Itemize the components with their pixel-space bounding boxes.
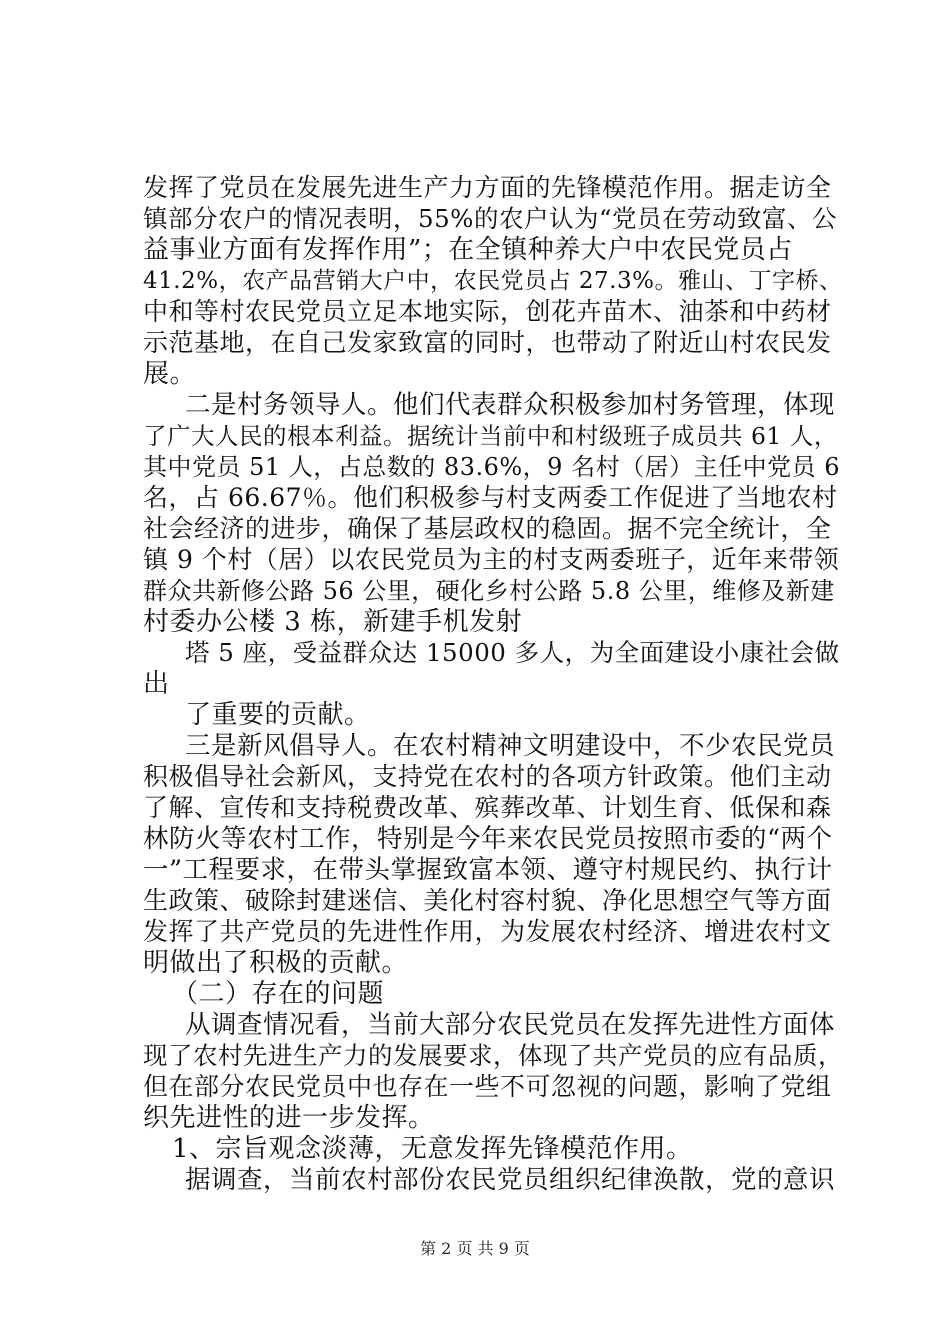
- text-line: 了解、宣传和支持税费改革、殡葬改革、计划生育、低保和森: [143, 793, 832, 822]
- text-line: 积极倡导社会新风，支持党在农村的各项方针政策。他们主动: [143, 762, 832, 791]
- text-line: 中和等村农民党员立足本地实际，创花卉苗木、油茶和中药材: [143, 297, 832, 326]
- text-line: 发挥了共产党员的先进性作用，为发展农村经济、增进农村文: [143, 917, 832, 946]
- text-line: 其中党员 51 人，占总数的 83.6%，9 名村（居）主任中党员 6: [143, 453, 840, 481]
- text-line: 一”工程要求，在带头掌握致富本领、遵守村规民约、执行计: [143, 855, 833, 885]
- text-line: 现了农村先进生产力的发展要求，体现了共产党员的应有品质，: [143, 1041, 843, 1070]
- text-line: 据调查，当前农村部份农民党员组织纪律涣散，党的意识: [185, 1165, 836, 1195]
- text-line: 生政策、破除封建迷信、美化村容村貌、净化思想空气等方面: [143, 886, 832, 915]
- text-line: 三是新风倡导人。在农村精神文明建设中，不少农民党员: [185, 731, 836, 761]
- text-line: 织先进性的进一步发挥。: [143, 1103, 435, 1133]
- text-line: 发挥了党员在发展先进生产力方面的先锋模范作用。据走访全: [143, 173, 832, 202]
- text-line: 二是村务领导人。他们代表群众积极参加村务管理，体现: [185, 390, 836, 420]
- section-heading: （二）存在的问题: [172, 979, 385, 1009]
- text-line: 明做出了积极的贡献。: [143, 948, 409, 978]
- text-line: 了广大人民的根本利益。据统计当前中和村级班子成员共 61 人，: [143, 422, 838, 450]
- text-line: 镇部分农户的情况表明，55%的农户认为“党员在劳动致富、公: [143, 204, 837, 233]
- text-line: 从调查情况看，当前大部分农民党员在发挥先进性方面体: [185, 1010, 836, 1040]
- text-line: 塔 5 座，受益群众达 15000 多人，为全面建设小康社会做: [185, 638, 840, 667]
- text-line: 展。: [143, 359, 197, 389]
- text-line: 出: [143, 669, 170, 699]
- text-line: 社会经济的进步，确保了基层政权的稳固。据不完全统计，全: [143, 514, 832, 543]
- text-line: 但在部分农民党员中也存在一些不可忽视的问题，影响了党组: [143, 1072, 832, 1101]
- text-line: 林防火等农村工作，特别是今年来农民党员按照市委的“两个: [143, 824, 833, 854]
- subsection-heading: 1、宗旨观念淡薄，无意发挥先锋模范作用。: [172, 1134, 693, 1164]
- text-line: 名，占 66.67％。他们积极参与村支两委工作促进了当地农村: [143, 483, 838, 512]
- text-line: 41.2%，农产品营销大户中，农民党员占 27.3%。雅山、丁字桥、: [143, 268, 843, 294]
- text-line: 镇 9 个村（居）以农民党员为主的村支两委班子，近年来带领: [143, 545, 840, 574]
- text-line: 了重要的贡献。: [185, 700, 371, 730]
- page-footer: 第 2 页 共 9 页: [420, 1239, 530, 1258]
- text-line: 村委办公楼 3 栋，新建手机发射: [143, 607, 523, 637]
- text-line: 示范基地，在自己发家致富的同时，也带动了附近山村农民发: [143, 328, 832, 357]
- text-line: 益事业方面有发挥作用”；在全镇种养大户中农民党员占: [143, 235, 793, 265]
- text-line: 群众共新修公路 56 公里，硬化乡村公路 5.8 公里，维修及新建: [143, 577, 835, 605]
